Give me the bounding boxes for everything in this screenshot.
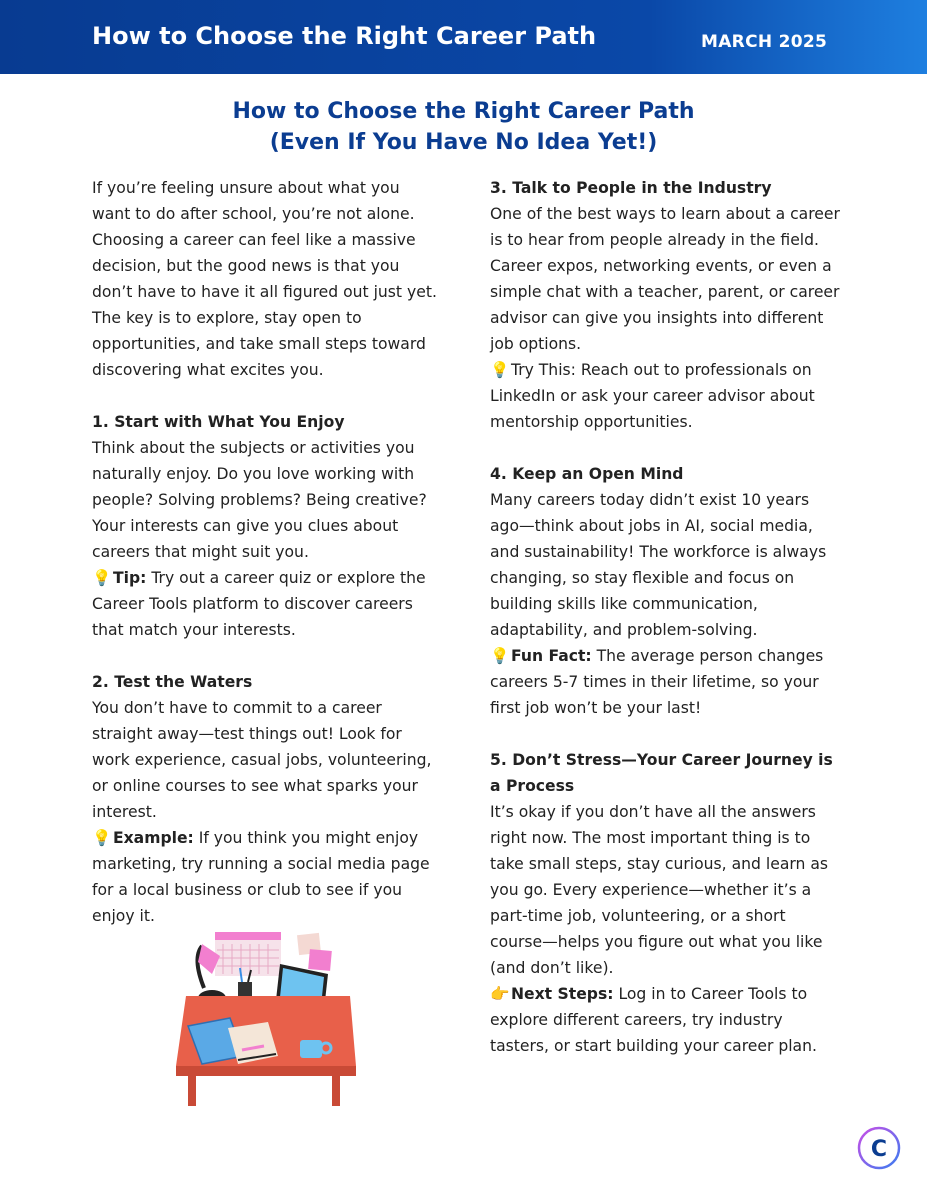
tip-text: Try out a career quiz or explore the Career Tools platform to discover careers that match your interests. <box>92 569 426 639</box>
tip-label: Tip: <box>112 569 147 587</box>
section-tip <box>490 981 840 1059</box>
section-tip <box>490 357 840 435</box>
section-tip <box>490 643 840 721</box>
tip-label: Next Steps: <box>510 985 614 1003</box>
tip-label: Fun Fact: <box>510 647 592 665</box>
headline-line-1: How to Choose the Right Career Path <box>232 99 695 124</box>
section-title: 5. Don’t Stress—Your Career Journey is a Process <box>490 751 833 795</box>
section-body: Many careers today didn’t exist 10 years ago—think about jobs in AI, social media, and sustainability! The workforce is always changing, so stay flexible and focus on building skills like communication, adaptability, and problem-solving. <box>490 491 827 639</box>
lightbulb-icon: 💡 <box>92 569 112 587</box>
logo-letter: C <box>870 1137 888 1162</box>
section-tip <box>92 825 442 929</box>
headline-line-2: (Even If You Have No Idea Yet!) <box>269 130 658 155</box>
section-title: 1. Start with What You Enjoy <box>92 413 345 431</box>
section-1 <box>92 409 442 643</box>
section-4 <box>490 461 840 721</box>
section-tip <box>92 565 442 643</box>
section-body: Think about the subjects or activities you naturally enjoy. Do you love working with people? Solving problems? Being creative? Your interests can give you clues about careers that might suit you. <box>92 439 427 561</box>
header-banner <box>0 0 927 74</box>
section-2 <box>92 669 442 929</box>
section-title: 2. Test the Waters <box>92 673 253 691</box>
pointing-hand-icon: 👉 <box>490 985 510 1003</box>
sticky-notes-icon <box>297 933 332 971</box>
section-title: 4. Keep an Open Mind <box>490 465 684 483</box>
right-column <box>490 175 840 1059</box>
lightbulb-icon: 💡 <box>92 829 112 847</box>
tip-text: The average person changes careers 5-7 times in their lifetime, so your first job won’t be your last! <box>490 647 824 717</box>
career-tools-logo-icon <box>857 1126 901 1170</box>
tip-text: Try This: Reach out to professionals on LinkedIn or ask your career advisor about mentorship opportunities. <box>490 361 815 431</box>
section-body: You don’t have to commit to a career straight away—test things out! Look for work experience, casual jobs, volunteering, or online courses to see what sparks your interest. <box>92 699 432 821</box>
article-headline <box>0 96 927 158</box>
tip-text: Log in to Career Tools to explore different careers, try industry tasters, or start building your career plan. <box>490 985 817 1055</box>
intro-paragraph: If you’re feeling unsure about what you want to do after school, you’re not alone. Choosing a career can feel like a massive decision, but the good news is that you don’t have to have it all figured out just yet. The key is to explore, stay open to opportunities, and take small steps toward discovering what excites you. <box>92 179 437 379</box>
section-5 <box>490 747 840 1059</box>
section-body: One of the best ways to learn about a career is to hear from people already in the field. Career expos, networking events, or even a simple chat with a teacher, parent, or career advisor can give you insights into different job options. <box>490 205 840 353</box>
calendar-icon <box>215 932 281 976</box>
section-body: It’s okay if you don’t have all the answers right now. The most important thing is to take small steps, stay curious, and learn as you go. Every experience—whether it’s a part-time job, volunteering, or a short course—helps you figure out what you like (and don’t like). <box>490 803 829 977</box>
lightbulb-icon: 💡 <box>490 647 510 665</box>
header-title: How to Choose the Right Career Path <box>92 22 597 50</box>
left-column <box>92 175 442 929</box>
tip-label: Example: <box>112 829 194 847</box>
section-3 <box>490 175 840 435</box>
desk-illustration <box>168 928 363 1110</box>
tip-text: If you think you might enjoy marketing, try running a social media page for a local business or club to see if you enjoy it. <box>92 829 430 925</box>
header-date: MARCH 2025 <box>701 32 828 52</box>
lightbulb-icon: 💡 <box>490 361 510 379</box>
section-title: 3. Talk to People in the Industry <box>490 179 772 197</box>
